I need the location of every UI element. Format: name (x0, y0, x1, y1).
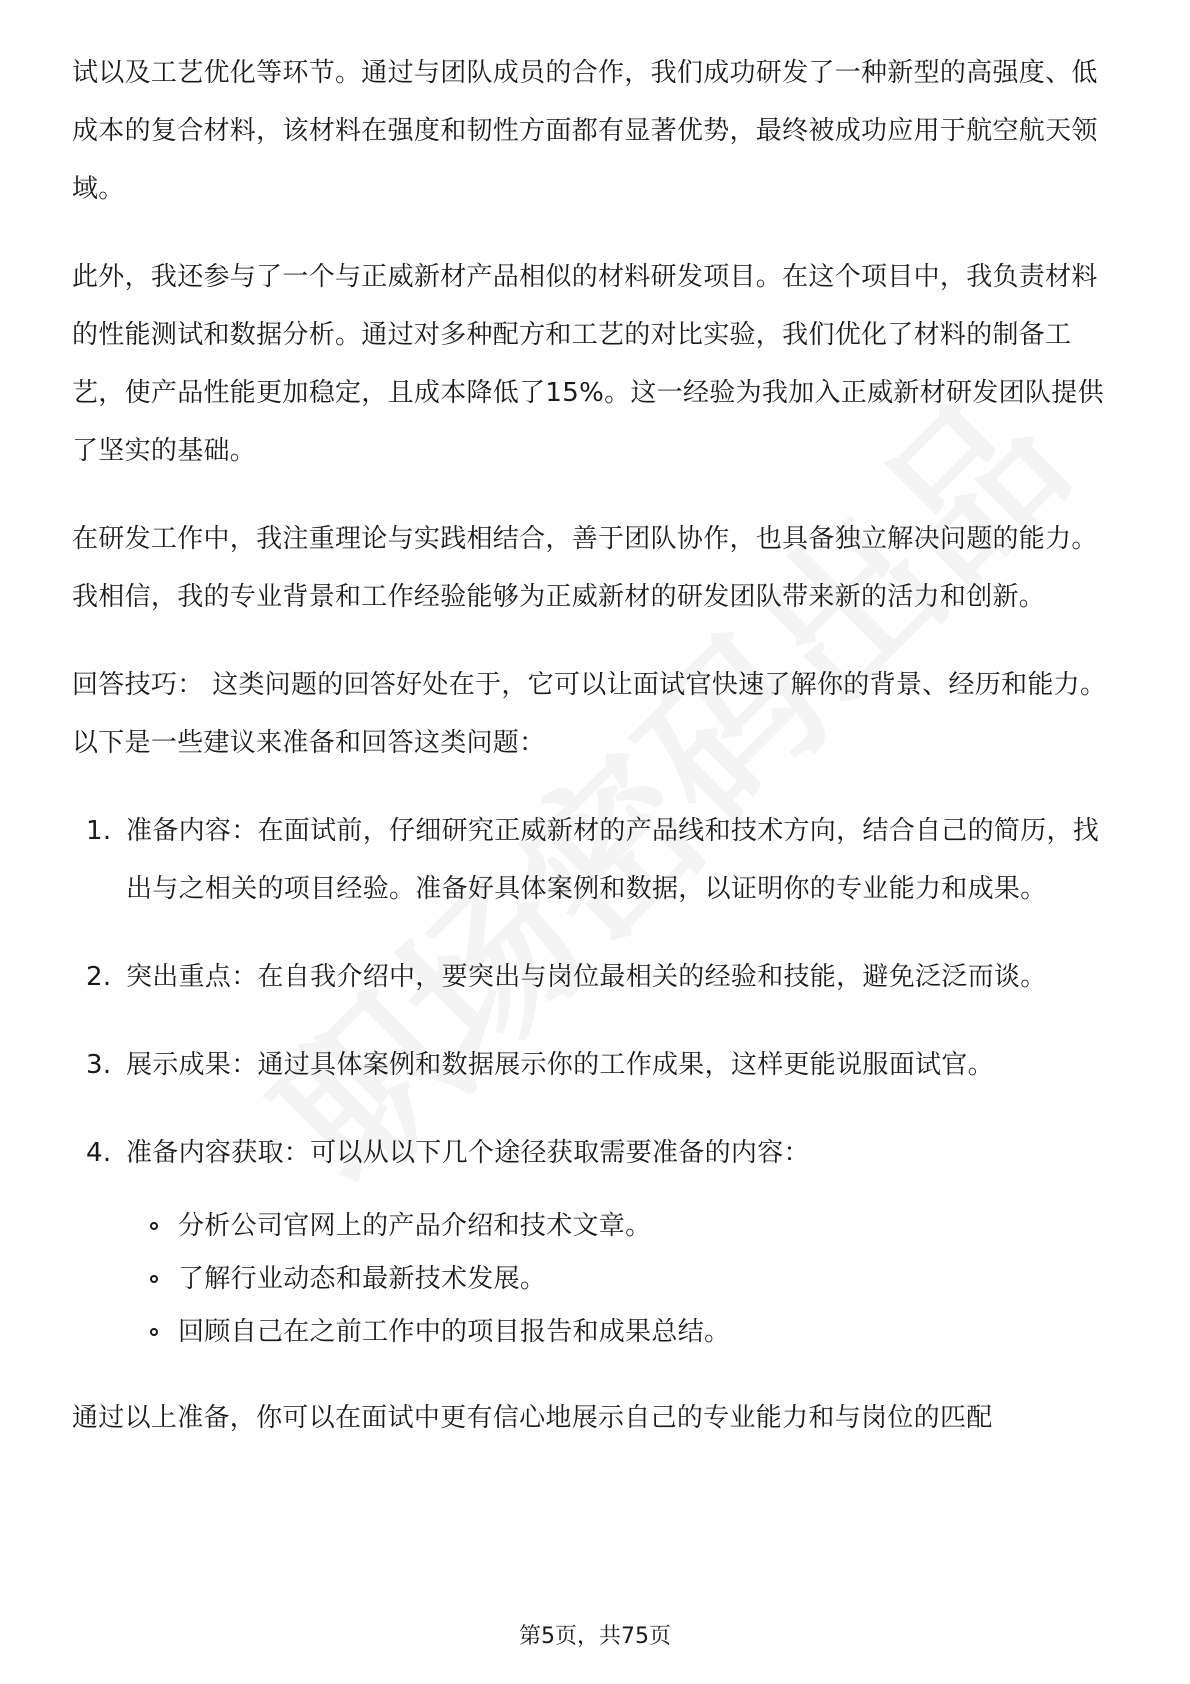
list-number: 3. (86, 1050, 112, 1080)
sub-list (126, 1200, 1122, 1359)
sub-list-item (126, 1306, 1122, 1359)
list-item (72, 1124, 1122, 1359)
list-item (72, 948, 1122, 1006)
list-item-text: 突出重点：在自我介绍中，要突出与岗位最相关的经验和技能，避免泛泛而谈。 (126, 962, 1047, 992)
sub-list-item-text: 回顾自己在之前工作中的项目报告和成果总结。 (178, 1317, 731, 1347)
paragraph-1: 试以及工艺优化等环节。通过与团队成员的合作，我们成功研发了一种新型的高强度、低成本的复合材料，该材料在强度和韧性方面都有显著优势，最终被成功应用于航空航天领域。 (72, 58, 1098, 204)
list-item-text: 展示成果：通过具体案例和数据展示你的工作成果，这样更能说服面试官。 (126, 1050, 994, 1080)
list-item-text: 准备内容：在面试前，仔细研究正威新材的产品线和技术方向，结合自己的简历，找出与之相关的项目经验。准备好具体案例和数据，以证明你的专业能力和成果。 (126, 816, 1100, 904)
sub-list-item (126, 1253, 1122, 1306)
list-item (72, 1036, 1122, 1094)
sub-list-item-text: 了解行业动态和最新技术发展。 (178, 1264, 547, 1294)
list-item (72, 802, 1122, 918)
page-number-footer: 第5页，共75页 (519, 1624, 671, 1649)
list-number: 4. (86, 1138, 112, 1168)
tips-list (72, 802, 1122, 1359)
paragraph-tips: 回答技巧： 这类问题的回答好处在于，它可以让面试官快速了解你的背景、经历和能力。以下是一些建议来准备和回答这类问题： (72, 670, 1107, 758)
list-item-text: 准备内容获取：可以从以下几个途径获取需要准备的内容： (126, 1138, 810, 1168)
list-number: 1. (86, 816, 112, 846)
sub-list-item (126, 1200, 1122, 1253)
circle-bullet-icon (150, 1222, 158, 1230)
paragraph-3: 在研发工作中，我注重理论与实践相结合，善于团队协作，也具备独立解决问题的能力。我相信，我的专业背景和工作经验能够为正威新材的研发团队带来新的活力和创新。 (72, 524, 1098, 612)
paragraph-2: 此外，我还参与了一个与正威新材产品相似的材料研发项目。在这个项目中，我负责材料的性能测试和数据分析。通过对多种配方和工艺的对比实验，我们优化了材料的制备工艺，使产品性能更加稳定，且成本降低了15%。这一经验为我加入正威新材研发团队提供了坚实的基础。 (72, 262, 1104, 466)
sub-list-item-text: 分析公司官网上的产品介绍和技术文章。 (178, 1211, 652, 1241)
circle-bullet-icon (150, 1328, 158, 1336)
document-body (72, 44, 1122, 1477)
list-number: 2. (86, 962, 112, 992)
circle-bullet-icon (150, 1275, 158, 1283)
paragraph-closing: 通过以上准备，你可以在面试中更有信心地展示自己的专业能力和与岗位的匹配 (72, 1403, 993, 1433)
